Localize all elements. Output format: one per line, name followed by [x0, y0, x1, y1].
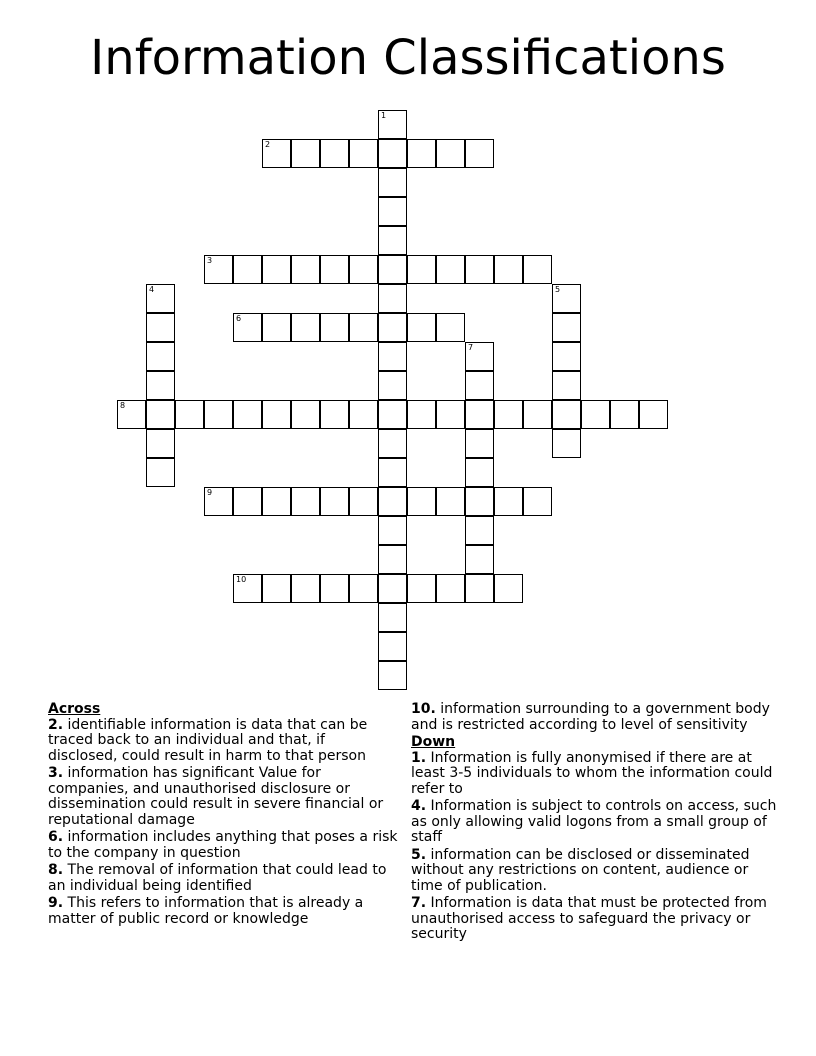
crossword-cell[interactable]: [465, 139, 494, 168]
crossword-cell[interactable]: [494, 574, 523, 603]
clue-across-6: [48, 830, 398, 861]
clue-number: 6.: [48, 829, 64, 845]
crossword-cell[interactable]: [378, 487, 407, 516]
cell-number: 2: [265, 140, 271, 149]
page-title: Information Classifications: [90, 30, 726, 86]
crossword-cell[interactable]: [552, 313, 581, 342]
clue-text: information can be disclosed or disseminated without any restrictions on content, audience or time of publication.: [411, 846, 750, 894]
crossword-cell[interactable]: [407, 255, 436, 284]
across-clues: [48, 702, 398, 929]
crossword-cell[interactable]: [349, 487, 378, 516]
clue-down-1: [411, 751, 781, 798]
crossword-cell[interactable]: [233, 574, 262, 603]
crossword-cell[interactable]: [378, 197, 407, 226]
crossword-cell[interactable]: [117, 400, 146, 429]
crossword-cell[interactable]: [378, 429, 407, 458]
crossword-cell[interactable]: [465, 545, 494, 574]
crossword-cell[interactable]: [436, 574, 465, 603]
crossword-cell[interactable]: [233, 313, 262, 342]
clue-text: The removal of information that could lead to an individual being identified: [48, 862, 387, 894]
clue-across-3: [48, 766, 398, 828]
crossword-cell[interactable]: [146, 429, 175, 458]
crossword-cell[interactable]: [465, 371, 494, 400]
clue-number: 9.: [48, 895, 64, 911]
crossword-cell[interactable]: [378, 110, 407, 139]
clue-across-8: [48, 863, 398, 894]
clue-down-7: [411, 896, 781, 943]
crossword-cell[interactable]: [262, 574, 291, 603]
crossword-cell[interactable]: [378, 342, 407, 371]
crossword-cell[interactable]: [378, 226, 407, 255]
crossword-cell[interactable]: [552, 429, 581, 458]
across-heading: Across: [48, 701, 101, 717]
cell-number: 4: [149, 285, 155, 294]
crossword-cell[interactable]: [378, 400, 407, 429]
clue-across-9: [48, 896, 398, 927]
crossword-cell[interactable]: [146, 400, 175, 429]
clue-number: 4.: [411, 798, 427, 814]
crossword-cell[interactable]: [378, 284, 407, 313]
crossword-cell[interactable]: [407, 574, 436, 603]
crossword-cell[interactable]: [378, 661, 407, 690]
crossword-cell[interactable]: [552, 284, 581, 313]
crossword-cell[interactable]: [407, 313, 436, 342]
crossword-cell[interactable]: [581, 400, 610, 429]
crossword-cell[interactable]: [407, 400, 436, 429]
crossword-cell[interactable]: [320, 574, 349, 603]
crossword-cell[interactable]: [233, 255, 262, 284]
crossword-cell[interactable]: [320, 400, 349, 429]
crossword-cell[interactable]: [262, 487, 291, 516]
crossword-cell[interactable]: [407, 487, 436, 516]
crossword-cell[interactable]: [494, 487, 523, 516]
crossword-cell[interactable]: [378, 139, 407, 168]
cell-number: 8: [120, 401, 126, 410]
crossword-cell[interactable]: [378, 574, 407, 603]
crossword-cell[interactable]: [291, 487, 320, 516]
crossword-cell[interactable]: [146, 371, 175, 400]
clue-text: Information is fully anonymised if there are at least 3-5 individuals to whom the information could refer to: [411, 749, 773, 797]
crossword-cell[interactable]: [378, 632, 407, 661]
cell-number: 9: [207, 488, 213, 497]
crossword-cell[interactable]: [378, 168, 407, 197]
crossword-cell[interactable]: [146, 284, 175, 313]
clue-number: 7.: [411, 895, 427, 911]
crossword-cell[interactable]: [233, 487, 262, 516]
crossword-cell[interactable]: [175, 400, 204, 429]
clue-across-2: [48, 718, 398, 765]
crossword-cell[interactable]: [262, 139, 291, 168]
crossword-cell[interactable]: [465, 400, 494, 429]
crossword-cell[interactable]: [407, 139, 436, 168]
crossword-cell[interactable]: [494, 255, 523, 284]
crossword-cell[interactable]: [146, 458, 175, 487]
right-clue-column: [411, 702, 781, 957]
crossword-cell[interactable]: [320, 487, 349, 516]
crossword-cell[interactable]: [262, 255, 291, 284]
down-heading: Down: [411, 734, 456, 750]
crossword-cell[interactable]: [262, 400, 291, 429]
crossword-cell[interactable]: [436, 487, 465, 516]
clue-text: This refers to information that is already a matter of public record or knowledge: [48, 895, 364, 927]
crossword-cell[interactable]: [204, 400, 233, 429]
crossword-cell[interactable]: [378, 545, 407, 574]
crossword-cell[interactable]: [349, 255, 378, 284]
crossword-cell[interactable]: [320, 139, 349, 168]
clue-number: 5.: [411, 846, 427, 863]
crossword-cell[interactable]: [291, 139, 320, 168]
clue-text: Information is subject to controls on access, such as only allowing valid logons from a small group of staff: [411, 798, 777, 845]
crossword-cell[interactable]: [378, 516, 407, 545]
crossword-cell[interactable]: [552, 400, 581, 429]
clue-number: 1.: [411, 749, 427, 766]
crossword-cell[interactable]: [349, 139, 378, 168]
crossword-cell[interactable]: [610, 400, 639, 429]
crossword-cell[interactable]: [494, 400, 523, 429]
clue-text: information surrounding to a government body and is restricted according to level of sensitivity: [411, 702, 770, 733]
crossword-cell[interactable]: [233, 400, 262, 429]
clue-down-4: [411, 799, 781, 846]
crossword-cell[interactable]: [436, 400, 465, 429]
crossword-cell[interactable]: [291, 574, 320, 603]
crossword-cell[interactable]: [523, 255, 552, 284]
crossword-cell[interactable]: [436, 255, 465, 284]
cell-number: 7: [468, 343, 474, 352]
crossword-cell[interactable]: [436, 313, 465, 342]
crossword-cell[interactable]: [465, 342, 494, 371]
crossword-cell[interactable]: [349, 574, 378, 603]
crossword-cell[interactable]: [465, 487, 494, 516]
crossword-cell[interactable]: [378, 458, 407, 487]
crossword-cell[interactable]: [523, 487, 552, 516]
clue-down-5: [411, 848, 781, 895]
crossword-cell[interactable]: [523, 400, 552, 429]
clue-number: 2.: [48, 716, 64, 733]
crossword-cell[interactable]: [146, 342, 175, 371]
crossword-cell[interactable]: [146, 313, 175, 342]
cell-number: 10: [236, 575, 247, 584]
clue-number: 10.: [411, 702, 436, 717]
clue-text: information has significant Value for companies, and unauthorised disclosure or dissemination could result in severe financial or reputational damage: [48, 765, 384, 828]
crossword-cell[interactable]: [378, 255, 407, 284]
crossword-cell[interactable]: [465, 255, 494, 284]
crossword-cell[interactable]: [378, 313, 407, 342]
crossword-cell[interactable]: [349, 313, 378, 342]
crossword-cell[interactable]: [291, 313, 320, 342]
crossword-cell[interactable]: [465, 516, 494, 545]
crossword-cell[interactable]: [552, 342, 581, 371]
clue-number: 3.: [48, 765, 64, 781]
crossword-cell[interactable]: [291, 255, 320, 284]
clue-across-10: [411, 702, 781, 733]
crossword-cell[interactable]: [204, 255, 233, 284]
crossword-cell[interactable]: [552, 371, 581, 400]
crossword-cell[interactable]: [378, 603, 407, 632]
crossword-cell[interactable]: [262, 313, 291, 342]
clue-number: 8.: [48, 862, 64, 878]
crossword-cell[interactable]: [378, 371, 407, 400]
cell-number: 3: [207, 256, 213, 265]
crossword-cell[interactable]: [204, 487, 233, 516]
crossword-cell[interactable]: [465, 458, 494, 487]
crossword-cell[interactable]: [320, 255, 349, 284]
crossword-cell[interactable]: [320, 313, 349, 342]
clue-text: identifiable information is data that can be traced back to an individual and that, if disclosed, could result in harm to that person: [48, 716, 368, 764]
clue-text: Information is data that must be protected from unauthorised access to safeguard the privacy or security: [411, 895, 767, 942]
crossword-cell[interactable]: [465, 574, 494, 603]
cell-number: 6: [236, 314, 242, 323]
crossword-cell[interactable]: [465, 429, 494, 458]
clue-text: information includes anything that poses a risk to the company in question: [48, 829, 398, 861]
crossword-cell[interactable]: [639, 400, 668, 429]
crossword-cell[interactable]: [349, 400, 378, 429]
crossword-cell[interactable]: [291, 400, 320, 429]
crossword-cell[interactable]: [436, 139, 465, 168]
cell-number: 1: [381, 111, 387, 120]
cell-number: 5: [555, 285, 561, 294]
